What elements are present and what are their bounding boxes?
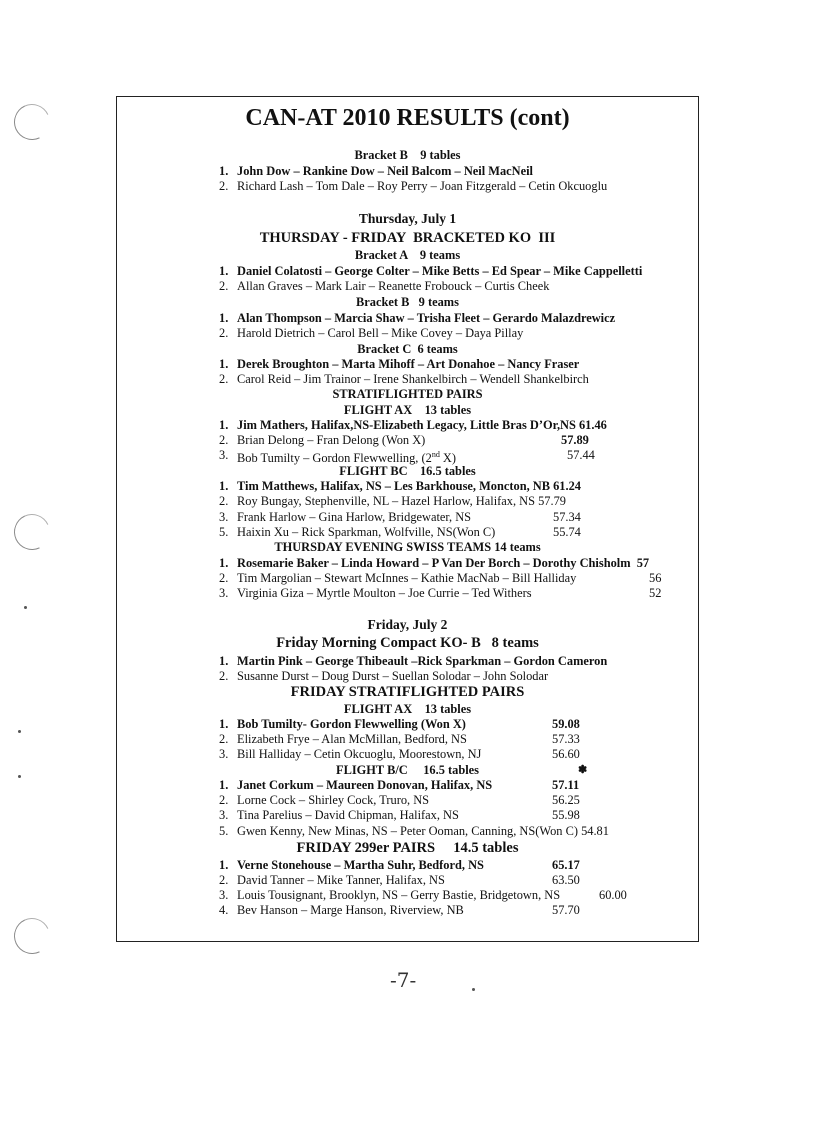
scan-speck: [18, 730, 21, 733]
result-score: 57.33: [552, 732, 580, 746]
result-score: 57.11: [552, 778, 580, 792]
result-entry: Janet Corkum – Maureen Donovan, Halifax, NS: [237, 778, 493, 792]
result-score: 57.89: [561, 433, 589, 447]
result-entry: Haixin Xu – Rick Sparkman, Wolfville, NS(Won C): [237, 525, 496, 539]
result-entry: Louis Tousignant, Brooklyn, NS – Gerry Bastie, Bridgetown, NS: [237, 888, 561, 902]
ordinal-suffix: nd: [431, 450, 440, 459]
result-entry: Lorne Cock – Shirley Cock, Truro, NS: [237, 793, 430, 807]
result-place: 1.: [219, 418, 229, 432]
result-entry: Virginia Giza – Myrtle Moulton – Joe Currie – Ted Withers: [237, 586, 532, 600]
result-score: 57.44: [567, 448, 595, 462]
scan-speck: [18, 775, 21, 778]
result-entry: [237, 448, 456, 465]
flight-heading: FLIGHT BC 16.5 tables: [339, 464, 476, 478]
result-place: 2.: [219, 732, 229, 746]
result-entry: Gwen Kenny, New Minas, NS – Peter Ooman, Canning, NS(Won C) 54.81: [237, 824, 609, 838]
result-score: 55.98: [552, 808, 580, 822]
result-entry-text-end: X): [439, 451, 457, 466]
result-entry: Susanne Durst – Doug Durst – Suellan Solodar – John Solodar: [237, 669, 549, 683]
result-entry: Bev Hanson – Marge Hanson, Riverview, NB: [237, 903, 464, 917]
result-place: 3.: [219, 747, 229, 761]
result-entry: John Dow – Rankine Dow – Neil Balcom – Neil MacNeil: [237, 164, 533, 178]
punch-hole-bottom: [9, 913, 55, 959]
result-place: 3.: [219, 808, 229, 822]
result-place: 1.: [219, 654, 229, 668]
result-place: 1.: [219, 556, 229, 570]
result-score: 57.70: [552, 903, 580, 917]
result-place: 2.: [219, 793, 229, 807]
result-place: 2.: [219, 571, 229, 585]
result-place: 1.: [219, 858, 229, 872]
bracket-heading: Bracket B 9 teams: [356, 295, 459, 309]
bracket-heading: Bracket C 6 teams: [357, 342, 458, 356]
result-entry: Tim Margolian – Stewart McInnes – Kathie MacNab – Bill Halliday: [237, 571, 577, 585]
result-score: 55.74: [553, 525, 581, 539]
result-score: 60.00: [599, 888, 627, 902]
result-place: 1.: [219, 479, 229, 493]
scan-speck: [472, 988, 475, 991]
result-place: 5.: [219, 824, 229, 838]
result-entry: David Tanner – Mike Tanner, Halifax, NS: [237, 873, 445, 887]
result-place: 1.: [219, 164, 229, 178]
result-place: 1.: [219, 311, 229, 325]
result-entry: Derek Broughton – Marta Mihoff – Art Donahoe – Nancy Fraser: [237, 357, 580, 371]
result-entry: Bob Tumilty- Gordon Flewwelling (Won X): [237, 717, 466, 731]
day-heading: Thursday, July 1: [358, 211, 457, 226]
result-place: 5.: [219, 525, 229, 539]
result-place: 3.: [219, 510, 229, 524]
result-entry: Roy Bungay, Stephenville, NL – Hazel Harlow, Halifax, NS 57.79: [237, 494, 566, 508]
bracket-heading: Bracket B 9 tables: [354, 148, 461, 162]
event-title: Friday Morning Compact KO- B 8 teams: [276, 635, 539, 651]
result-place: 3.: [219, 586, 229, 600]
result-entry: Brian Delong – Fran Delong (Won X): [237, 433, 426, 447]
section-heading: FRIDAY STRATIFLIGHTED PAIRS: [290, 684, 525, 700]
result-place: 2.: [219, 873, 229, 887]
result-entry: Tim Matthews, Halifax, NS – Les Barkhouse, Moncton, NB 61.24: [237, 479, 581, 493]
result-entry: Harold Dietrich – Carol Bell – Mike Covey – Daya Pillay: [237, 326, 524, 340]
result-place: 3.: [219, 888, 229, 902]
scan-speck: [24, 606, 27, 609]
result-place: 2.: [219, 494, 229, 508]
section-heading: THURSDAY EVENING SWISS TEAMS 14 teams: [274, 540, 541, 554]
result-entry: Bill Halliday – Cetin Okcuoglu, Moorestown, NJ: [237, 747, 482, 761]
result-place: 2.: [219, 669, 229, 683]
result-score: 56.60: [552, 747, 580, 761]
result-entry: Rosemarie Baker – Linda Howard – P Van Der Borch – Dorothy Chisholm 57: [237, 556, 650, 570]
result-place: 2.: [219, 179, 229, 193]
result-entry: Frank Harlow – Gina Harlow, Bridgewater, NS: [237, 510, 472, 524]
result-score: 56.25: [552, 793, 580, 807]
result-entry: Elizabeth Frye – Alan McMillan, Bedford, NS: [237, 732, 467, 746]
section-heading: STRATIFLIGHTED PAIRS: [332, 387, 483, 401]
result-score: 59.08: [552, 717, 580, 731]
flight-heading: FLIGHT AX 13 tables: [343, 702, 472, 716]
flight-heading: FLIGHT B/C 16.5 tables: [336, 763, 479, 777]
bracket-heading: Bracket A 9 teams: [354, 248, 461, 262]
result-entry: Jim Mathers, Halifax,NS-Elizabeth Legacy, Little Bras D’Or,NS 61.46: [237, 418, 607, 432]
result-place: 2.: [219, 326, 229, 340]
result-place: 1.: [219, 264, 229, 278]
result-place: 2.: [219, 372, 229, 386]
result-place: 1.: [219, 778, 229, 792]
result-entry: Daniel Colatosti – George Colter – Mike Betts – Ed Spear – Mike Cappelletti: [237, 264, 643, 278]
result-entry: Verne Stonehouse – Martha Suhr, Bedford, NS: [237, 858, 484, 872]
result-entry: Allan Graves – Mark Lair – Reanette Frobouck – Curtis Cheek: [237, 279, 550, 293]
result-entry: Martin Pink – George Thibeault –Rick Sparkman – Gordon Cameron: [237, 654, 608, 668]
page-number: -7-: [390, 968, 417, 992]
result-entry: Alan Thompson – Marcia Shaw – Trisha Fleet – Gerardo Malazdrewicz: [237, 311, 616, 325]
result-entry: Richard Lash – Tom Dale – Roy Perry – Joan Fitzgerald – Cetin Okcuoglu: [237, 179, 608, 193]
result-entry: Carol Reid – Jim Trainor – Irene Shankelbirch – Wendell Shankelbirch: [237, 372, 589, 386]
result-place: 4.: [219, 903, 229, 917]
punch-hole-top: [9, 99, 55, 145]
result-place: 1.: [219, 717, 229, 731]
result-score: 63.50: [552, 873, 580, 887]
result-score: 52: [649, 586, 662, 600]
result-place: 2.: [219, 433, 229, 447]
result-place: 2.: [219, 279, 229, 293]
event-title: THURSDAY - FRIDAY BRACKETED KO III: [259, 230, 556, 246]
result-score: 56: [649, 571, 662, 585]
result-score: 65.17: [552, 858, 580, 872]
page-title: CAN-AT 2010 RESULTS (cont): [245, 105, 570, 131]
day-heading: Friday, July 2: [367, 617, 448, 632]
scan-mark: ✽: [578, 764, 588, 776]
section-heading: FRIDAY 299er PAIRS 14.5 tables: [296, 840, 519, 856]
result-entry-text: Bob Tumilty – Gordon Flewwelling, (2: [237, 451, 432, 466]
result-entry: Tina Parelius – David Chipman, Halifax, NS: [237, 808, 459, 822]
result-place: 1.: [219, 357, 229, 371]
flight-heading: FLIGHT AX 13 tables: [343, 403, 472, 417]
punch-hole-middle: [9, 509, 55, 555]
result-score: 57.34: [553, 510, 581, 524]
result-place: 3.: [219, 448, 229, 462]
